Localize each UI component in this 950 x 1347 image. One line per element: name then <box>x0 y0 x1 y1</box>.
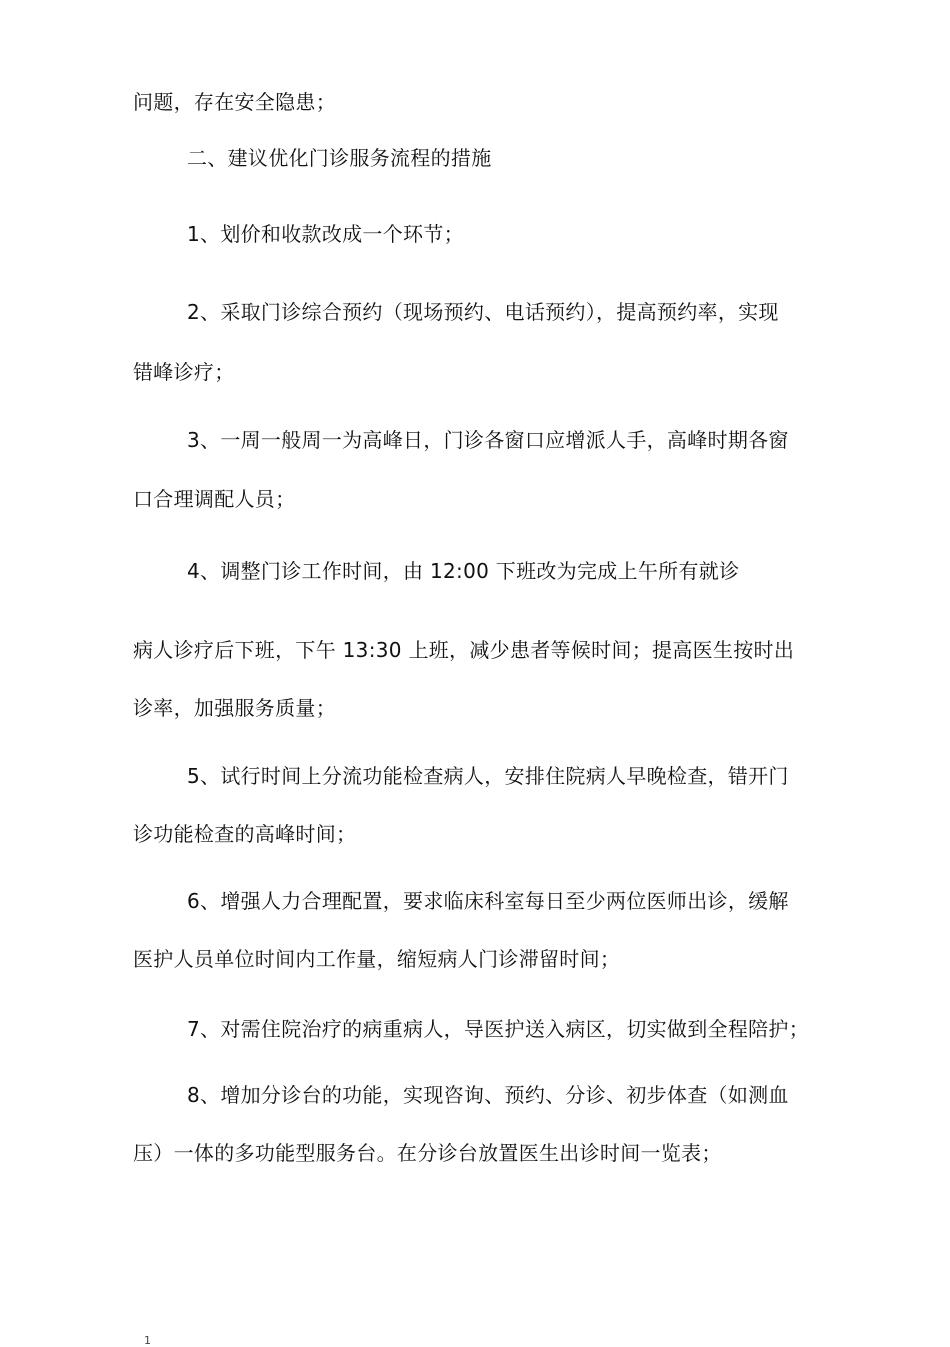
measure-item-8: 8、增加分诊台的功能，实现咨询、预约、分诊、初步体查（如测血 <box>187 1083 789 1107</box>
page-number: 1 <box>144 1334 151 1347</box>
measure-item-2: 2、采取门诊综合预约（现场预约、电话预约），提高预约率，实现 <box>187 300 779 324</box>
measure-item-8-cont: 压）一体的多功能型服务台。在分诊台放置医生出诊时间一览表； <box>133 1141 722 1165</box>
measure-item-4-cont-1: 病人诊疗后下班，下午 13:30 上班，减少患者等候时间；提高医生按时出 <box>133 638 795 662</box>
measure-item-2-cont: 错峰诊疗； <box>133 360 235 384</box>
text-line-continuation: 问题，存在安全隐患； <box>133 90 336 114</box>
measure-item-3-cont: 口合理调配人员； <box>133 487 296 511</box>
measure-item-7: 7、对需住院治疗的病重病人，导医护送入病区，切实做到全程陪护； <box>187 1017 810 1041</box>
measure-item-3: 3、一周一般周一为高峰日，门诊各窗口应增派人手，高峰时期各窗 <box>187 428 789 452</box>
measure-item-5: 5、试行时间上分流功能检查病人，安排住院病人早晚检查，错开门 <box>187 764 789 788</box>
measure-item-5-cont: 诊功能检查的高峰时间； <box>133 822 357 846</box>
measure-item-6-cont: 医护人员单位时间内工作量，缩短病人门诊滞留时间； <box>133 947 621 971</box>
section-heading: 二、建议优化门诊服务流程的措施 <box>187 146 492 170</box>
measure-item-1: 1、划价和收款改成一个环节； <box>187 222 464 246</box>
measure-item-4: 4、调整门诊工作时间，由 12:00 下班改为完成上午所有就诊 <box>187 559 740 583</box>
measure-item-6: 6、增强人力合理配置，要求临床科室每日至少两位医师出诊，缓解 <box>187 889 789 913</box>
measure-item-4-cont-2: 诊率，加强服务质量； <box>133 696 336 720</box>
